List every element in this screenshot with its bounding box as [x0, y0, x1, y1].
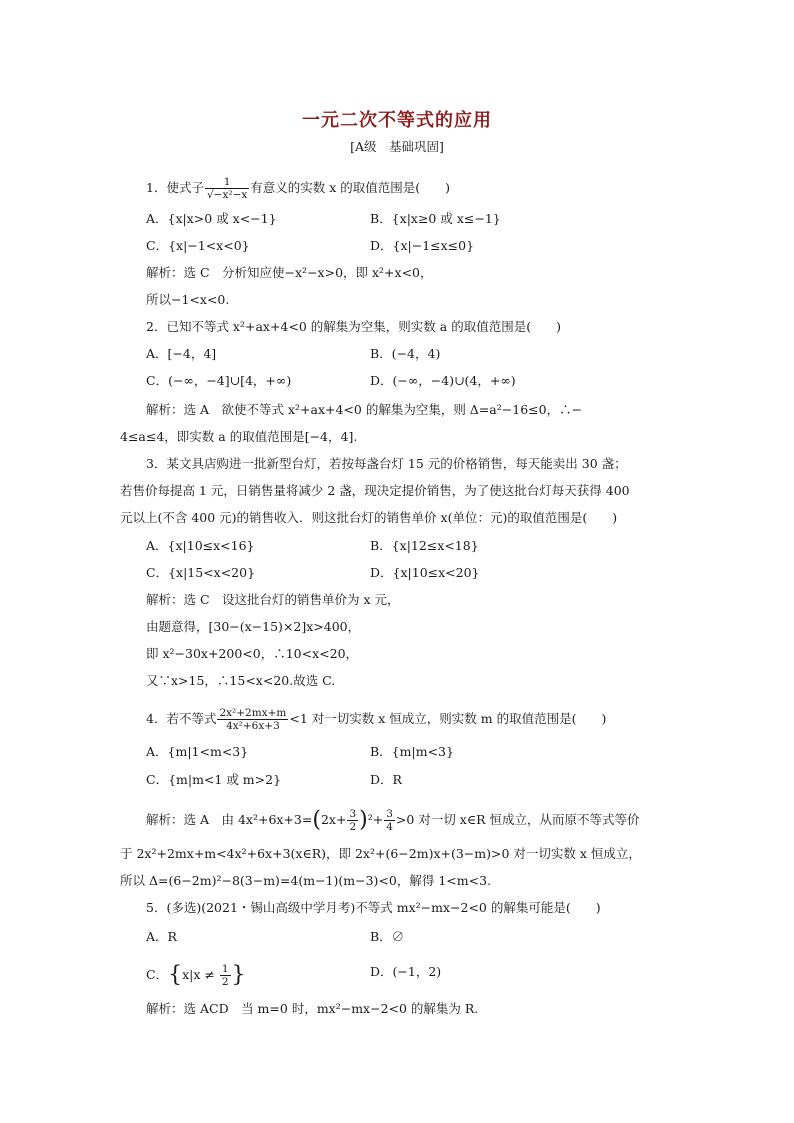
question-1-option-b: B．{x|x≥0 或 x≤−1} — [370, 211, 501, 226]
question-3-stem-line-3: 元以上(不含 400 元)的销售收入．则这批台灯的销售单价 x(单位：元)的取值范围是( ) — [120, 510, 618, 525]
question-3-option-b: B．{x|12≤x<18} — [370, 538, 479, 553]
question-3-solution-line-4: 又∵x>15，∴15<x<20.故选 C. — [146, 673, 336, 688]
question-2-option-c: C．(−∞，−4]∪[4，+∞) — [146, 373, 292, 388]
question-2-solution: 解析：选 A 欲使不等式 x²+ax+4<0 的解集为空集，则 Δ=a²−16≤0，∴− — [146, 402, 583, 417]
question-2-option-a: A．[−4，4] — [146, 346, 217, 361]
question-1-option-c: C．{x|−1<x<0} — [146, 238, 250, 253]
question-5-option-c: C．{x|x ≠ $\frac{1}{2}$ } — [146, 962, 246, 988]
question-3-solution: 解析：选 C 设这批台灯的销售单价为 x 元， — [146, 592, 400, 607]
question-4-option-c: C．{m|m<1 或 m>2} — [146, 772, 282, 787]
question-4-option-b: B．{m|m<3} — [370, 744, 454, 759]
question-3-option-d: D．{x|10≤x<20} — [370, 565, 480, 580]
question-4-stem: 4．若不等式 $\frac{\text{2x²+2mx+m}}{\text{4x²+6x+3}}$ <1 对一切实数 x 恒成立，则实数 m 的取值范围是( ) — [146, 707, 607, 732]
question-4-option-d: D．R — [370, 772, 402, 787]
question-2-option-b: B．(−4，4) — [370, 346, 441, 361]
question-4-solution-line-3: 所以 Δ=(6−2m)²−8(3−m)=4(m−1)(m−3)<0，解得 1<m<3. — [120, 873, 492, 888]
question-4-fraction: $\frac{\text{2x²+2mx+m}}{\text{4x²+6x+3}}$ — [219, 707, 287, 732]
question-2-stem: 2．已知不等式 x²+ax+4<0 的解集为空集，则实数 a 的取值范围是( ) — [146, 319, 561, 334]
question-3-solution-line-3: 即 x²−30x+200<0，∴10<x<20， — [146, 646, 359, 661]
question-1-option-a: A．{x|x>0 或 x<−1} — [146, 211, 277, 226]
question-3-option-c: C．{x|15<x<20} — [146, 565, 256, 580]
question-3-stem: 3．某文具店购进一批新型台灯，若按每盏台灯 15 元的价格销售，每天能卖出 30 盏； — [146, 456, 627, 471]
question-1-solution: 解析：选 C 分析知应使−x²−x>0，即 x²+x<0， — [146, 265, 433, 280]
question-5-solution: 解析：选 ACD 当 m=0 时，mx²−mx−2<0 的解集为 R. — [146, 1001, 479, 1016]
question-5-option-a: A．R — [146, 929, 177, 944]
question-4-option-a: A．{m|1<m<3} — [146, 744, 249, 759]
question-4-solution-line-2: 于 2x²+2mx+m<4x²+6x+3(x∈R)，即 2x²+(6−2m)x+(3−m)>0 对一切实数 x 恒成立， — [120, 846, 641, 861]
question-1-solution-cont: 所以−1<x<0. — [146, 292, 230, 307]
page-title: 一元二次不等式的应用 — [302, 110, 492, 131]
question-4-solution: 解析：选 A 由 4x²+6x+3=(2x+ $\frac{3}{2}$ )²+ $\frac{3}{4}$ >0 对一切 x∈R 恒成立，从而原不等式等价 — [146, 807, 640, 833]
question-5-stem: 5．(多选)(2021・锡山高级中学月考)不等式 mx²−mx−2<0 的解集可能是( ) — [146, 900, 601, 915]
question-5-option-b: B．∅ — [370, 929, 405, 944]
question-5-option-d: D．(−1，2) — [370, 964, 442, 979]
section-subtitle: [A级 基础巩固] — [350, 139, 444, 154]
question-3-option-a: A．{x|10≤x<16} — [146, 538, 255, 553]
question-3-stem-line-2: 若售价每提高 1 元，日销售量将减少 2 盏，现决定提价销售，为了使这批台灯每天获得 400 — [120, 483, 630, 498]
question-2-option-d: D．(−∞，−4)∪(4，+∞) — [370, 373, 516, 388]
question-1-option-d: D．{x|−1≤x≤0} — [370, 238, 475, 253]
question-1-stem: 1．使式子 $\frac{1}{\text{√−x²−x}}$ 有意义的实数 x 的取值范围是( ) — [146, 176, 451, 201]
question-3-solution-line-2: 由题意得，[30−(x−15)×2]x>400， — [146, 619, 361, 634]
question-1-fraction: $\frac{1}{\text{√−x²−x}}$ — [206, 176, 248, 201]
question-2-solution-cont: 4≤a≤4，即实数 a 的取值范围是[−4，4]. — [120, 429, 358, 444]
